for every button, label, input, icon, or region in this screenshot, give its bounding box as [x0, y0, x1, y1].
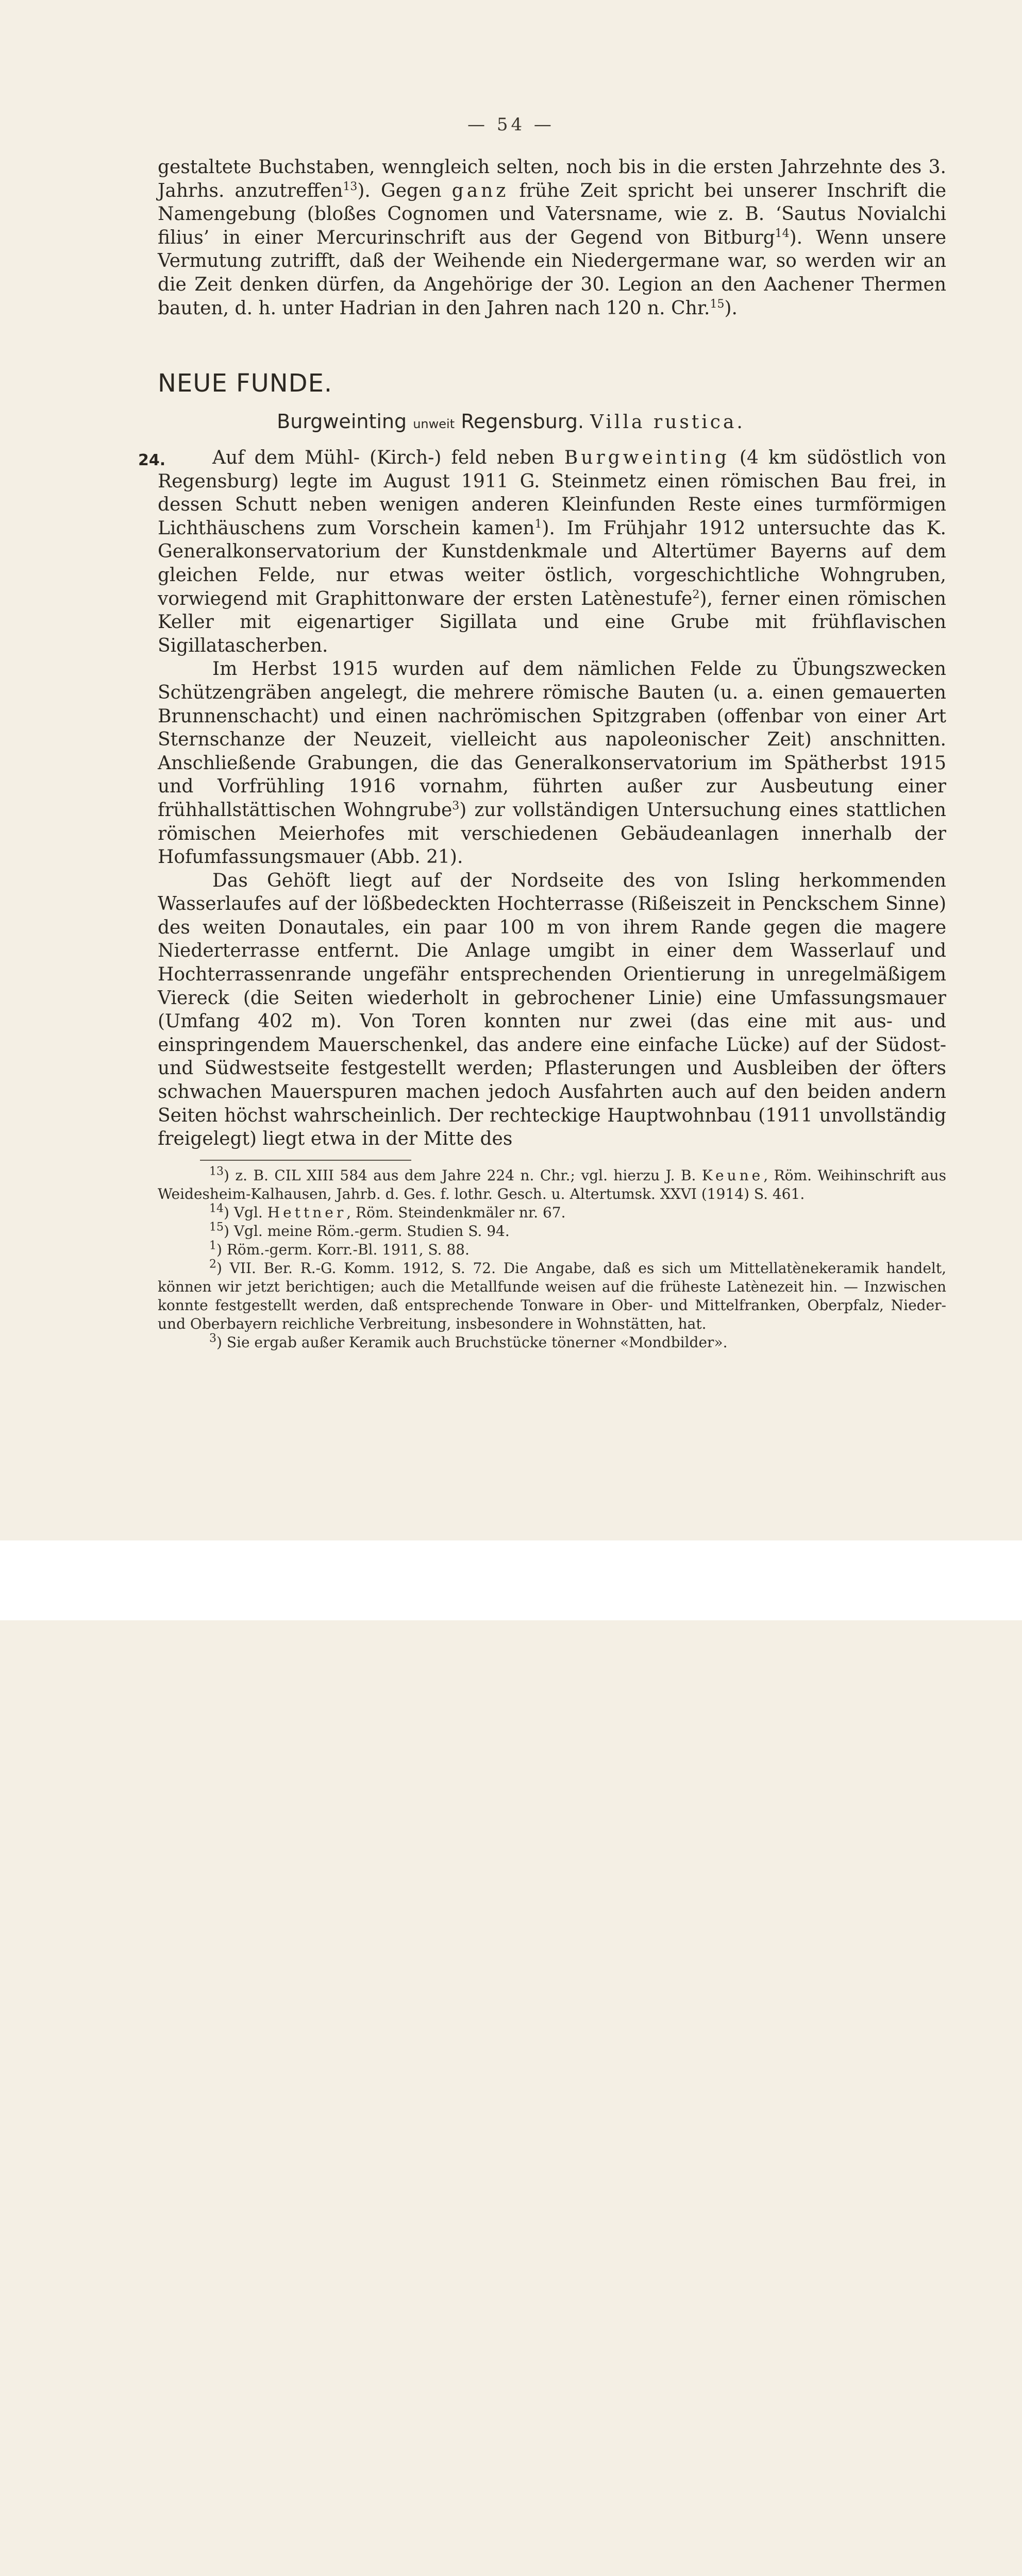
- footnote-text: ) Vgl. meine Röm.-germ. Studien S. 94.: [224, 1223, 510, 1240]
- paragraph-3: Das Gehöft liegt auf der Nordseite des von Isling herkommenden Wasserlaufes auf der lößbedeckten Hochterrasse (Rißeiszeit in Penckschem Sinne) des weiten Donautales, ein paar 100 m von ihrem Rande gegen die magere Niederterrasse entfernt. Die Anlage umgibt in einer dem Wasserlauf und Hochterrassenrande ungefähr entsprechenden Orientierung in unregelmäßigem Viereck (die Seiten wiederholt in gebrochener Linie) eine Umfassungsmauer (Umfang 402 m). Von Toren konnten nur zwei (das eine mit aus- und einspringendem Mauerschenkel, das andere eine einfache Lücke) auf der Südost- und Südwestseite festgestellt werden; Pflasterungen und Ausbleiben der öfters schwachen Mauerspuren machen jedoch Ausfahrten auch auf den beiden andern Seiten höchst wahrscheinlich. Der rechteckige Hauptwohnbau (1911 unvollständig freigelegt) liegt etwa in der Mitte des: [158, 870, 946, 1150]
- footnote-text: ) Vgl.: [224, 1204, 267, 1221]
- footnote-ref[interactable]: 3: [452, 799, 460, 812]
- footnote-marker: 15: [209, 1221, 224, 1234]
- main-text: [158, 446, 946, 1151]
- text-run: ).: [724, 297, 738, 319]
- text-run: ). Gegen: [357, 180, 452, 201]
- footnote-text: ) z. B. CIL XIII 584 aus dem Jahre 224 n. Chr.; vgl. hierzu J. B.: [224, 1167, 702, 1184]
- text-run: ). Im Frühjahr 1912 untersuchte das K. Generalkonservatorium der Kunstdenkmale und Altertümer Bayerns auf dem gleichen Felde, nur etwas weiter östlich, vorgeschichtliche Wohngruben, vorwiegend mit Graphittonware der ersten Latènestufe: [158, 517, 946, 609]
- footnote-15: [158, 1222, 946, 1241]
- text-run: ), ferner einen römischen Keller mit eigenartiger Sigillata und eine Grube mit frühflavischen Sigillatascherben.: [158, 588, 946, 656]
- text-run: Im Herbst 1915 wurden auf dem nämlichen Felde zu Übungszwecken Schützengräben angelegt, die mehrere römische Bauten (u. a. einen gemauerten Brunnenschacht) und einen nachrömischen Spitzgraben (offenbar von einer Art Sternschanze der Neuzeit, vielleicht aus napoleonischer Zeit) anschnitten. Anschließende Grabungen, die das Generalkonservatorium im Spätherbst 1915 und Vorfrühling 1916 vornahm, führten außer zur Ausbeutung einer frühhallstättischen Wohngrube: [158, 658, 946, 821]
- footnote-text: ) Röm.-germ. Korr.-Bl. 1911, S. 88.: [216, 1241, 470, 1258]
- footnotes: [158, 1166, 946, 1352]
- viewer-footer: [0, 1540, 1022, 1620]
- footnote-marker: 3: [209, 1332, 216, 1345]
- text-run: ) zur vollständigen Untersuchung eines stattlichen römischen Meierhofes mit verschiedenen Gebäudeanlagen innerhalb der Hofumfassungsmauer (Abb. 21).: [158, 799, 946, 868]
- subsection-heading: [0, 410, 1022, 433]
- subheading-rustica: Villa rustica.: [590, 412, 745, 433]
- footnote-3: [158, 1333, 946, 1352]
- subheading-city: Regensburg.: [461, 410, 584, 433]
- section-heading: NEUE FUNDE.: [158, 369, 333, 398]
- footnote-marker: 14: [209, 1202, 224, 1215]
- footnote-13: [158, 1166, 946, 1204]
- text-run: frühe Zeit spricht bei unserer Inschrift die Namengebung (bloßes Cognomen und Vatersname, wie z. B. ‘Sautus Novialchi filius’ in einer Mercurinschrift aus der Gegend von Bitburg: [158, 180, 947, 248]
- emphasis: Burgweinting: [564, 447, 730, 468]
- footnote-2: [158, 1259, 946, 1333]
- footnote-text: , Röm. Steindenkmäler nr. 67.: [346, 1204, 566, 1221]
- footnote-author: Keune: [701, 1167, 764, 1184]
- footnote-divider: [200, 1160, 411, 1161]
- section-number: 24.: [138, 451, 166, 469]
- footnote-ref[interactable]: 1: [534, 517, 542, 531]
- footnote-author: Hettner: [267, 1204, 347, 1221]
- footnote-text: , Röm. Weihinschrift aus Weidesheim-Kalhausen, Jahrb. d. Ges. f. lothr. Gesch. u. Altertumsk. XXVI (1914) S. 461.: [158, 1167, 947, 1202]
- footnote-text: ) Sie ergab außer Keramik auch Bruchstücke tönerner «Mondbilder».: [216, 1334, 728, 1351]
- emphasis: ganz: [451, 180, 509, 201]
- footnote-ref[interactable]: 14: [775, 227, 790, 240]
- page-number: — 54 —: [467, 114, 555, 135]
- footnote-marker: 2: [209, 1258, 216, 1271]
- footnote-ref[interactable]: 2: [692, 588, 700, 601]
- footnote-ref[interactable]: 13: [343, 180, 358, 193]
- text-run: ). Wenn unsere Vermutung zutrifft, daß der Weihende ein Niedergermane war, so werden wir an die Zeit denken dürfen, da Angehörige der 30. Legion an den Aachener Thermen bauten, d. h. unter Hadrian in den Jahren nach 120 n. Chr.: [158, 227, 946, 319]
- text-run: Auf dem Mühl- (Kirch-) feld neben: [212, 447, 564, 468]
- paragraph-2: [158, 657, 946, 869]
- text-run: gestaltete Buchstaben, wenngleich selten, noch bis in die ersten Jahrzehnte des 3. Jahrhs. anzutreffen: [158, 157, 946, 201]
- footnote-ref[interactable]: 15: [710, 297, 725, 311]
- subheading-place: Burgweinting: [277, 410, 407, 433]
- text-run: (4 km südöstlich von Regensburg) legte im August 1911 G. Steinmetz einen römischen Bau frei, in dessen Schutt neben wenigen anderen Kleinfunden Reste eines turmförmigen Lichthäuschens zum Vorschein kamen: [158, 447, 946, 539]
- paragraph-1: [158, 446, 946, 657]
- paragraph-continuation: [158, 156, 946, 320]
- footnote-1: [158, 1241, 946, 1259]
- footnote-text: ) VII. Ber. R.-G. Komm. 1912, S. 72. Die Angabe, daß es sich um Mittellatènekeramik handelt, können wir jetzt berichtigen; auch die Metallfunde weisen auf die früheste Latènezeit hin. — Inzwischen konnte festgestellt werden, daß entsprechende Tonware in Ober- und Mittelfranken, Oberpfalz, Nieder- und Oberbayern reichliche Verbreitung, insbesondere in Wohnstätten, hat.: [158, 1260, 946, 1332]
- footnote-marker: 1: [209, 1239, 216, 1252]
- footnote-14: [158, 1204, 946, 1222]
- subheading-unweit: unweit: [413, 417, 455, 431]
- footnote-marker: 13: [209, 1165, 224, 1178]
